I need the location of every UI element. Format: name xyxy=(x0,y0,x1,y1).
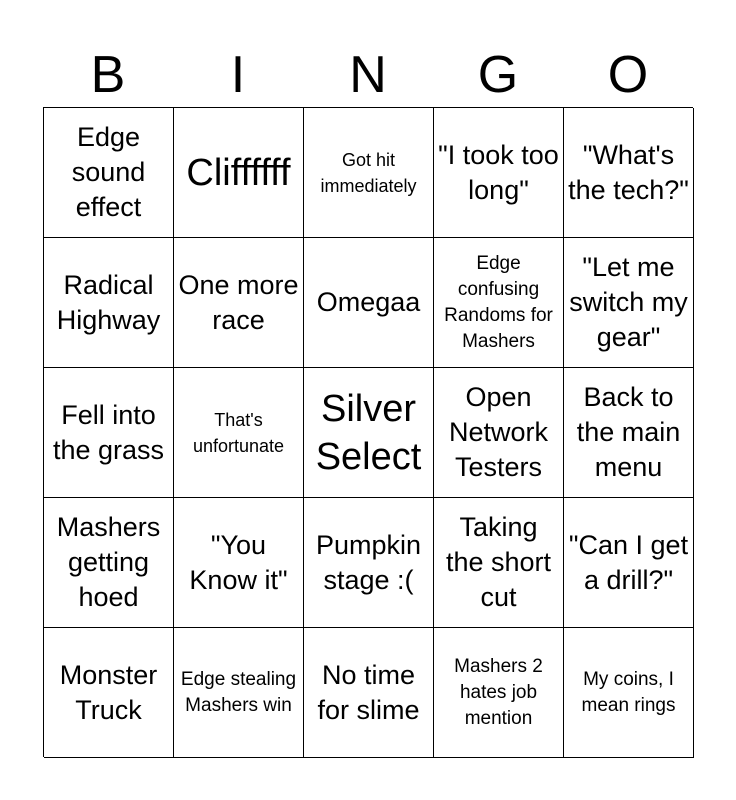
cell-text: Monster Truck xyxy=(59,659,158,725)
bingo-header xyxy=(43,44,693,106)
cell-text: Edge stealing Mashers win xyxy=(180,668,297,716)
cell-text: Omegaa xyxy=(316,287,421,317)
cell-text: Mashers 2 hates job mention xyxy=(454,655,543,729)
cell-text: Open Network Testers xyxy=(448,382,549,482)
bingo-cell[interactable] xyxy=(564,628,694,758)
bingo-cell[interactable] xyxy=(44,628,174,758)
cell-text: One more race xyxy=(178,269,299,335)
cell-text: Got hit immediately xyxy=(320,149,417,196)
bingo-cell[interactable] xyxy=(44,238,174,368)
bingo-cell[interactable] xyxy=(174,108,304,238)
cell-text: Radical Highway xyxy=(56,269,161,335)
bingo-cell[interactable] xyxy=(434,108,564,238)
bingo-grid xyxy=(43,107,693,757)
bingo-cell[interactable] xyxy=(564,108,694,238)
cell-text: "You Know it" xyxy=(189,529,288,595)
bingo-cell[interactable] xyxy=(564,498,694,628)
cell-text: Silver Select xyxy=(315,387,422,478)
bingo-cell[interactable] xyxy=(44,368,174,498)
bingo-cell[interactable] xyxy=(304,498,434,628)
cell-text: Back to the main menu xyxy=(576,382,681,482)
bingo-cell[interactable] xyxy=(304,238,434,368)
cell-text: "I took too long" xyxy=(438,139,559,205)
cell-text: Fell into the grass xyxy=(52,399,165,465)
cell-text: "Can I get a drill?" xyxy=(568,529,689,595)
bingo-cell[interactable] xyxy=(304,108,434,238)
bingo-cell[interactable] xyxy=(304,368,434,498)
header-letter-b: B xyxy=(90,46,126,104)
bingo-cell[interactable] xyxy=(44,498,174,628)
header-letter-n: N xyxy=(349,46,387,104)
cell-text: My coins, I mean rings xyxy=(581,668,676,716)
cell-text: "Let me switch my gear" xyxy=(569,252,688,352)
cell-text: Mashers getting hoed xyxy=(56,512,161,612)
header-letter-o: O xyxy=(607,46,649,104)
bingo-cell[interactable] xyxy=(564,368,694,498)
header-letter-g: G xyxy=(477,46,519,104)
bingo-cell[interactable] xyxy=(44,108,174,238)
bingo-cell[interactable] xyxy=(174,498,304,628)
bingo-cell[interactable] xyxy=(564,238,694,368)
bingo-cell[interactable] xyxy=(434,238,564,368)
cell-text: No time for slime xyxy=(317,659,420,725)
bingo-cell[interactable] xyxy=(434,498,564,628)
cell-text: Taking the short cut xyxy=(445,512,552,612)
cell-text: Cliffffff xyxy=(186,151,291,194)
bingo-cell[interactable] xyxy=(174,368,304,498)
bingo-cell[interactable] xyxy=(304,628,434,758)
bingo-cell[interactable] xyxy=(174,238,304,368)
cell-text: That's unfortunate xyxy=(192,409,285,456)
cell-text: Edge confusing Randoms for Mashers xyxy=(444,252,553,352)
cell-text: "What's the tech?" xyxy=(568,139,689,205)
cell-text: Edge sound effect xyxy=(71,122,146,222)
bingo-cell[interactable] xyxy=(434,628,564,758)
header-letter-i: I xyxy=(230,46,246,104)
bingo-cell[interactable] xyxy=(434,368,564,498)
bingo-cell[interactable] xyxy=(174,628,304,758)
cell-text: Pumpkin stage :( xyxy=(315,529,422,595)
